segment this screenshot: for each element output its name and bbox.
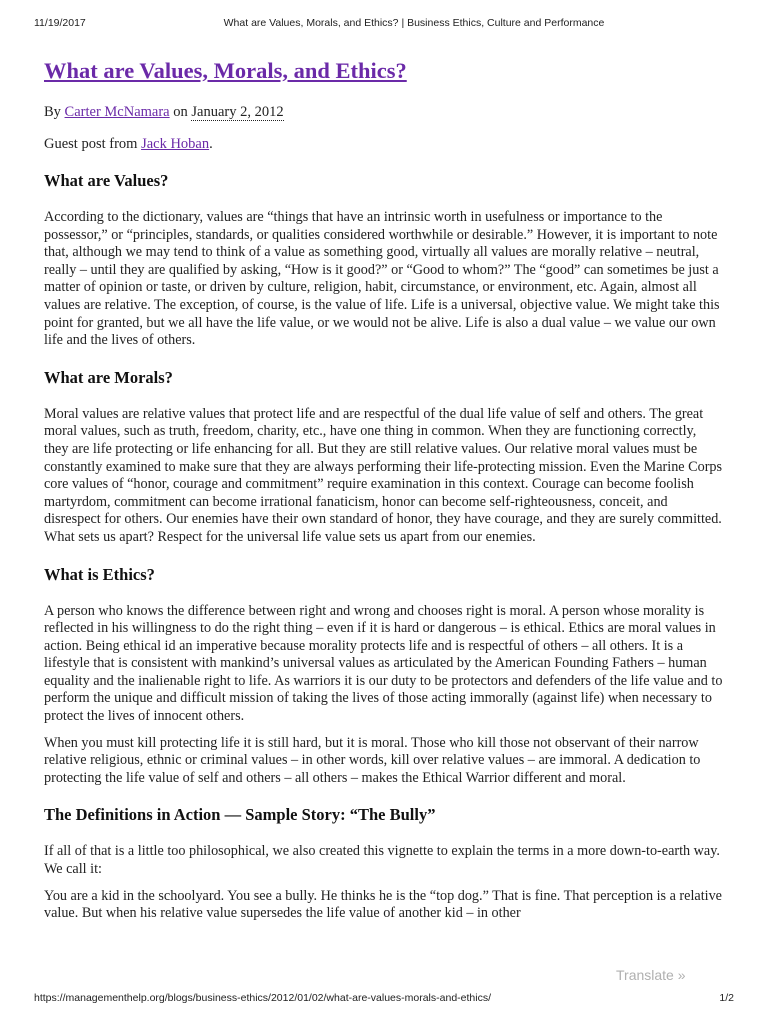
print-header [34, 17, 734, 31]
paragraph-ethics-1: A person who knows the difference between right and wrong and chooses right is moral. A person whose morality is reflected in his willingness to do the right thing – even if it is hard or dangerous – is ethical. Ethics are moral values in action. Being ethical id an imperative because morality protects life and is respectful of others – all others. It is a lifestyle that is consistent with mankind’s universal values as articulated by the American Founding Fathers – human equality and the inalienable right to life. As warriors it is our duty to be protectors and defenders of the life value and to perform the unique and difficult mission of taking the lives of those acting immorally (against life) when necessary to protect the lives of innocent others. [44, 602, 723, 725]
byline-on: on [169, 104, 192, 120]
print-page-title: What are Values, Morals, and Ethics? | Business Ethics, Culture and Performance [223, 17, 605, 29]
translate-button[interactable]: Translate » [604, 962, 716, 988]
guest-post-line [44, 134, 724, 154]
print-date: 11/19/2017 [34, 17, 86, 29]
guest-author-link[interactable]: Jack Hoban [141, 136, 210, 152]
publish-date: January 2, 2012 [191, 104, 284, 120]
guest-prefix: Guest post from [44, 136, 142, 152]
paragraph-values: According to the dictionary, values are “things that have an intrinsic worth in usefulness or importance to the possessor,” or “principles, standards, or qualities considered worthwhile or desirable.” However, it is important to note that, although we may tend to think of a value as something good, virtually all values are morally relative – neutral, really – until they are qualified by asking, “How is it good?” or “Good to whom?” The “good” can sometimes be just a matter of opinion or taste, or driven by culture, religion, habit, circumstance, or environment, etc. Again, almost all values are relative. The exception, of course, is the value of life. Life is a universal, objective value. We might take this point for granted, but we all have the life value, or we would not be alive. Life is also a dual value – we value our own life and the lives of others. [44, 209, 720, 349]
guest-suffix: . [209, 136, 213, 152]
print-footer [34, 992, 734, 1006]
article-title[interactable]: What are Values, Morals, and Ethics? [44, 58, 407, 83]
author-link[interactable]: Carter McNamara [64, 104, 170, 120]
paragraph-story-1: If all of that is a little too philosophical, we also created this vignette to explain the terms in a more down-to-earth way. We call it: [44, 843, 720, 878]
article [44, 56, 724, 923]
print-url: https://managementhelp.org/blogs/business-ethics/2012/01/02/what-are-values-morals-and-ethics/ [34, 992, 491, 1004]
heading-values: What are Values? [44, 171, 169, 190]
page-number: 1/2 [719, 992, 734, 1004]
heading-morals: What are Morals? [44, 367, 173, 387]
byline-prefix: By [44, 104, 65, 120]
byline [44, 102, 724, 122]
paragraph-story-2: You are a kid in the schoolyard. You see a bully. He thinks he is the “top dog.” That is fine. That perception is a relative value. But when his relative value supersedes the life value of another kid – in other [44, 887, 722, 922]
heading-story: The Definitions in Action — Sample Story: “The Bully” [44, 805, 436, 825]
paragraph-morals: Moral values are relative values that protect life and are respectful of the dual life value of self and others. The great moral values, such as truth, freedom, charity, etc., have one thing in common. When they are functioning correctly, they are life protecting or life enhancing for all. But they are still relative values. Our relative moral values must be constantly examined to make sure that they are always performing their life-protecting mission. Even the Marine Corps core values of “honor, courage and commitment” require examination in this context. Courage can become foolish martyrdom, commitment can become irrational fanaticism, honor can become self-righteousness, conceit, and disrespect for others. Our enemies have their own standard of honor, they have courage, and they are surely committed. What sets us apart? Respect for the universal life value sets us apart from our enemies. [44, 405, 723, 545]
heading-ethics: What is Ethics? [44, 564, 155, 584]
paragraph-ethics-2: When you must kill protecting life it is still hard, but it is moral. Those who kill those not observant of their narrow relative religious, ethnic or criminal values – in other words, kill over relative values – are immoral. A dedication to protecting the life value of self and others – all others – makes the Ethical Warrior different and moral. [44, 734, 701, 786]
